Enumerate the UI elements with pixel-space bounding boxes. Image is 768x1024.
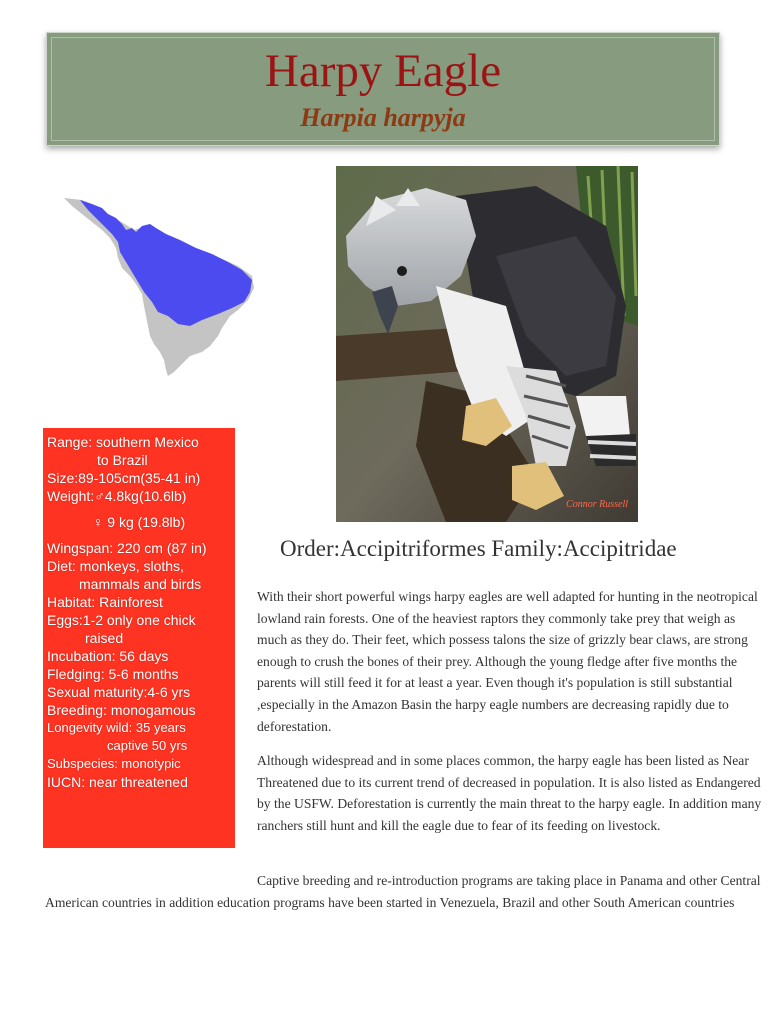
fact-breeding: Breeding: monogamous <box>47 702 196 718</box>
fact-wingspan: Wingspan: 220 cm (87 in) <box>47 540 207 556</box>
fact-longevity: Longevity wild: 35 years <box>47 720 186 735</box>
title-banner <box>46 32 720 146</box>
fact-longevity-cont: captive 50 yrs <box>107 738 188 753</box>
fact-sexual-maturity: Sexual maturity:4-6 yrs <box>47 684 191 700</box>
paragraph-adaptations: With their short powerful wings harpy eagles are well adapted for hunting in the neotropical lowland rain forests. One of the heaviest raptors they commonly take prey that weigh as much as they do. Their feet, which possess talons the size of grizzly bear claws, are strong enough to crush the bones of their prey. Although the young fledge after five months the parents will still feed it for at least a year. Even though it's population is still substantial ,especially in the Amazon Basin the harpy eagle numbers are decreasing rapidly due to deforestation. <box>257 589 758 734</box>
fact-range-cont: to Brazil <box>97 452 148 468</box>
fact-eggs-cont: raised <box>85 630 124 646</box>
page-title: Harpy Eagle <box>264 45 502 97</box>
fact-incubation: Incubation: 56 days <box>47 648 169 664</box>
fact-range: Range: southern Mexico <box>47 434 199 450</box>
fact-habitat: Habitat: Rainforest <box>47 594 163 610</box>
eagle-illustration <box>336 166 638 522</box>
fact-size: Size:89-105cm(35-41 in) <box>47 470 201 486</box>
fact-weight-female: ♀ 9 kg (19.8lb) <box>92 514 186 530</box>
fact-eggs: Eggs:1-2 only one chick <box>47 612 196 628</box>
range-map <box>62 196 258 378</box>
photo-credit: Connor Russell <box>566 499 628 510</box>
scientific-name: Harpia harpyja <box>300 103 466 132</box>
paragraph-programs: Captive breeding and re-introduction programs are taking place in Panama and other Central American countries in addition education programs have been started in Venezuela, Brazil and other South American countries <box>45 873 761 910</box>
fact-subspecies: Subspecies: monotypic <box>47 756 181 771</box>
fact-iucn: IUCN: near threatened <box>47 774 188 790</box>
harpy-eagle-photo <box>336 166 638 522</box>
fact-fledging: Fledging: 5-6 months <box>47 666 179 682</box>
paragraph-conservation: Although widespread and in some places common, the harpy eagle has been listed as Near Threatened due to its current trend of decreased in population. It is also listed as Endangered by the USFW. Deforestation is currently the main threat to the harpy eagle. In addition many ranchers still hunt and kill the eagle due to fear of its feeding on livestock. <box>257 753 762 833</box>
facts-box <box>43 428 235 848</box>
classification-heading: Order:Accipitriformes Family:Accipitridae <box>280 536 677 561</box>
range-area <box>80 200 252 326</box>
fact-diet-cont: mammals and birds <box>79 576 202 592</box>
fact-weight-male: Weight:♂4.8kg(10.6lb) <box>47 488 187 504</box>
fact-diet: Diet: monkeys, sloths, <box>47 558 184 574</box>
